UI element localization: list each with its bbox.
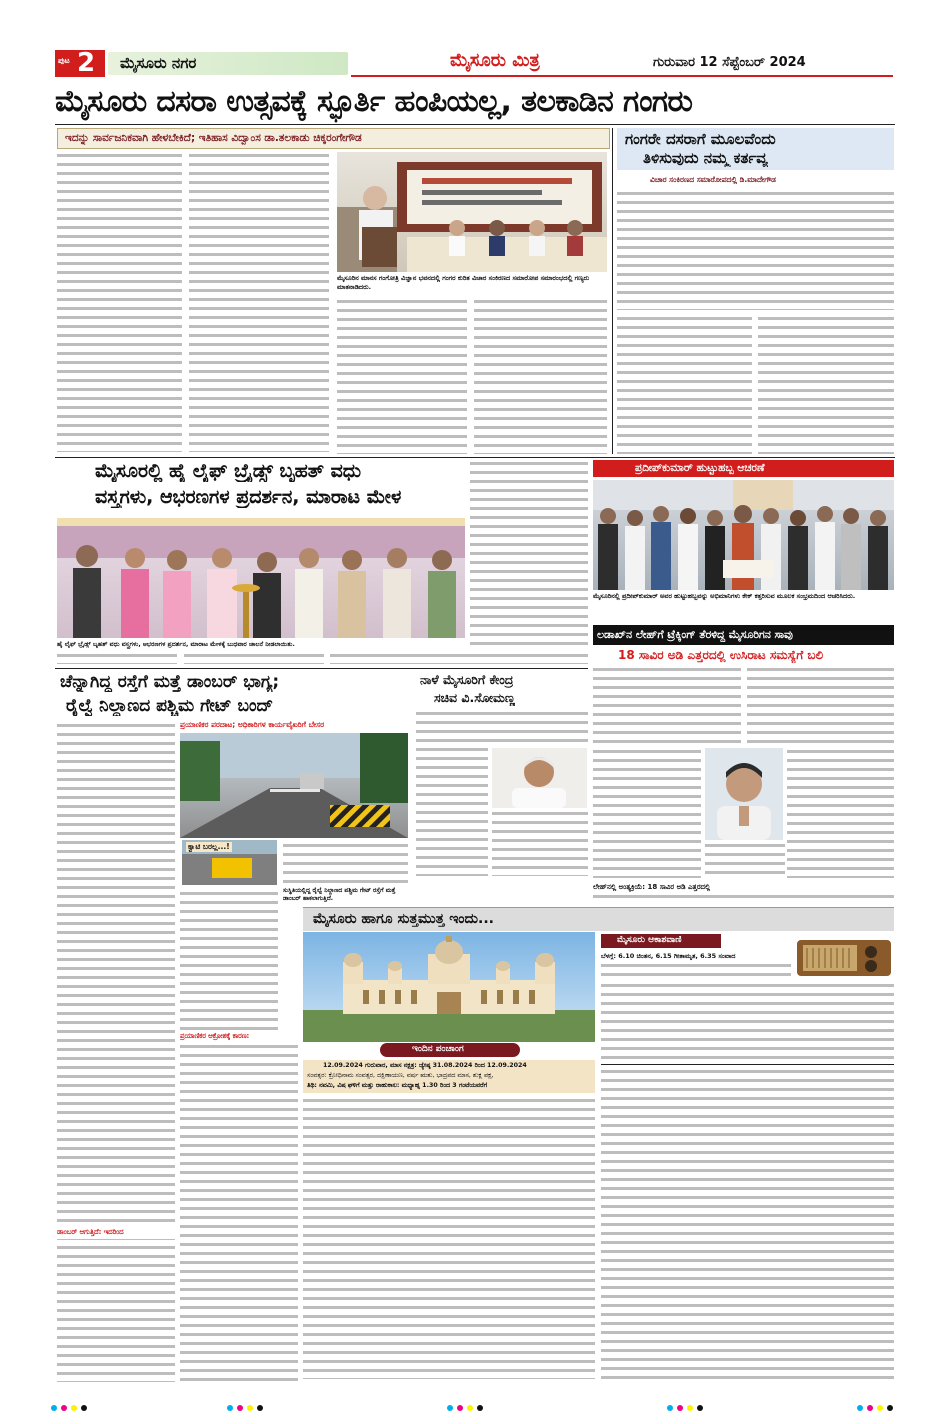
ladakh-body-col-1 [593, 666, 741, 746]
akashavani-title-bar [601, 934, 721, 948]
lead-headline: ಮೈಸೂರು ದಸರಾ ಉತ್ಸವಕ್ಕೆ ಸ್ಫೂರ್ತಿ ಹಂಪಿಯಲ್ಲ, ತಲಕಾಡಿನ ಗಂಗರು [55, 84, 693, 119]
somanna-footer: ಲೇಹ್‌ನಲ್ಲಿ ಅಂತ್ಯಕ್ರಿಯೆ: 18 ಸಾವಿರ ಅಡಿ ಎತ್ತರದಲ್ಲಿ [593, 883, 711, 891]
gate-kicker-2-text: ಡಾಂಬರ್ ಆಗುತ್ತಿದೆ: ಇದರಿಂದ [57, 1228, 124, 1236]
somanna-headline-2: ಸಚಿವ ವಿ.ಸೋಮಣ್ಣ [434, 690, 516, 705]
somanna-body-col-1 [416, 710, 588, 744]
bridal-headline-2: ವಸ್ತ್ರಗಳು, ಆಭರಣಗಳ ಪ್ರದರ್ಶನ, ಮಾರಾಟ ಮೇಳ [95, 486, 402, 508]
akashavani-body [601, 962, 791, 980]
gate-body-col-3 [180, 890, 278, 1030]
lead-photo [337, 152, 607, 272]
events-list-right [601, 1068, 894, 1379]
radio-icon [795, 936, 893, 978]
issue-date: ಗುರುವಾರ 12 ಸೆಪ್ಟೆಂಬರ್ 2024 [653, 55, 806, 70]
ladakh-body-bottom [705, 842, 785, 880]
sidebar-byline: ವಿಚಾರ ಸಂಕಿರಣದ ಸಮಾರೋಪದಲ್ಲಿ ಡಿ.ಮಾದೇಗೌಡ [650, 175, 776, 184]
gate-inset-label: ಕ್ವಾಟಿ ಬರಲ್ಲ...! [188, 842, 230, 851]
today-title: ಮೈಸೂರು ಹಾಗೂ ಸುತ್ತಮುತ್ತ ಇಂದು... [313, 911, 494, 927]
ladakh-body-tail [593, 893, 894, 903]
lead-subhead-box [57, 128, 610, 149]
sidebar-body-top [617, 190, 894, 310]
lead-body-col-1 [57, 152, 182, 452]
sidebar-headline-box [617, 128, 894, 170]
bridal-caption: ಹೈ ಲೈಫ್ ಬ್ರೈಡ್ಸ್ ಬೃಹತ್ ವಧು ವಸ್ತ್ರಗಳು, ಆಭರಣಗಳ ಪ್ರದರ್ಶನ, ಮಾರಾಟ ಮೇಳಕ್ಕೆ ಬುಧವಾರ ಚಾಲನೆ ನೀಡಲಾಯಿತು. [57, 641, 295, 648]
lead-subhead: ಇದನ್ನು ಸಾರ್ವಜನಿಕವಾಗಿ ಹೇಳಬೇಕಿದೆ; ಇತಿಹಾಸ ವಿದ್ವಾಂಸ ಡಾ.ತಲಕಾಡು ಚಿಕ್ಕರಂಗೇಗೌಡ [65, 132, 362, 144]
gate-photo-illustration [180, 733, 408, 838]
akashavani-lead: ಬೆಳಗ್ಗೆ: 6.10 ಚಿಂತನ, 6.15 ಗೀತಾಮೃತ, 6.35 ಸಂವಾದ [601, 952, 736, 960]
column-divider [612, 128, 613, 454]
panchanga-title: ಇಂದಿನ ಪಂಚಾಂಗ [412, 1044, 464, 1054]
registration-marks [50, 1404, 895, 1412]
lead-headline-rule [55, 124, 895, 125]
gate-headline-2: ರೈಲ್ವೆ ನಿಲ್ದಾಣದ ಪಶ್ಚಿಮ ಗೇಟ್ ಬಂದ್ [66, 696, 274, 716]
ladakh-body-col-3 [593, 748, 701, 878]
bridal-body-right [470, 460, 588, 645]
gate-body-col-1 [57, 722, 175, 1382]
bridal-photo-illustration [57, 518, 465, 638]
masthead [55, 50, 893, 77]
events-list-left [303, 1097, 595, 1379]
gate-photo [180, 733, 408, 838]
akashavani-title: ಮೈಸೂರು ಆಕಾಶವಾಣಿ [617, 935, 682, 945]
lead-body-col-2 [189, 152, 329, 452]
bridal-headline-1: ಮೈಸೂರಲ್ಲಿ ಹೈ ಲೈಫ್ ಬ್ರೈಡ್ಸ್ ಬೃಹತ್ ವಧು [95, 460, 362, 482]
gate-subhead: ಪ್ರಯಾಣಿಕರ ಪರದಾಟ; ಅಧಿಕಾರಿಗಳ ಕಾರ್ಯವೈಖರಿಗೆ ಬೇಸರ [180, 720, 325, 729]
ladakh-portrait-illustration [705, 748, 783, 840]
gate-kicker-2 [57, 1228, 175, 1239]
somanna-portrait-illustration [492, 748, 587, 808]
birthday-photo [593, 480, 894, 590]
somanna-portrait [492, 748, 587, 808]
bridal-body-col-2 [184, 652, 324, 664]
radio-illustration [795, 936, 893, 978]
panchanga-line-3: ತಿಥಿ: ನವಮಿ, ವಿಷ ಘಳಿಗೆ ಮತ್ತು ರಾಹುಕಾಲ: ಮಧ್ಯಾಹ್ನ 1.30 ರಿಂದ 3 ಗಂಟೆಯವರೆಗೆ [307, 1082, 488, 1089]
gate-kicker: ಪ್ರಯಾಣಿಕರ ಆಕ್ರೋಶಕ್ಕೆ ಕಾರಣ: [180, 1032, 250, 1040]
ladakh-portrait [705, 748, 783, 840]
somanna-body-col-3 [492, 810, 588, 876]
section-rule-2 [55, 668, 588, 669]
ladakh-body-col-4 [787, 748, 894, 878]
birthday-headline-box [593, 460, 894, 477]
somanna-body-col-2 [416, 746, 488, 876]
page-number-badge [55, 50, 105, 77]
akashavani-rule [601, 1064, 894, 1065]
ladakh-subhead: 18 ಸಾವಿರ ಅಡಿ ಎತ್ತರದಲ್ಲಿ ಉಸಿರಾಟ ಸಮಸ್ಯೆಗೆ ಬಲಿ [618, 648, 824, 662]
palace-illustration [303, 932, 595, 1042]
sidebar-headline-1: ಗಂಗರೇ ದಸರಾಗೆ ಮೂಲವೆಂದು [625, 130, 776, 148]
section-banner [108, 52, 348, 75]
bridal-body-col-3 [330, 652, 588, 664]
gate-caption: ಸುಸ್ಥಿತಿಯಲ್ಲಿದ್ದ ರೈಲ್ವೆ ನಿಲ್ದಾಣದ ಪಶ್ಚಿಮ ಗೇಟ್ ರಸ್ತೆಗೆ ಮತ್ತೆ ಡಾಂಬರ್ ಹಾಕಲಾಗುತ್ತಿದೆ. [283, 887, 396, 902]
section-name: ಮೈಸೂರು ನಗರ [120, 54, 197, 72]
birthday-caption: ಮೈಸೂರಿನಲ್ಲಿ ಪ್ರದೀಪ್‌ಕುಮಾರ್ ಅವರ ಹುಟ್ಟುಹಬ್ಬವನ್ನು ಅಭಿಮಾನಿಗಳು ಕೇಕ್ ಕತ್ತರಿಸುವ ಮೂಲಕ ಸಂಭ್ರಮದಿಂದ ಆಚರಿಸಿದರು. [593, 592, 856, 600]
gate-inset [182, 840, 277, 885]
today-header [303, 907, 894, 931]
somanna-headline-1: ನಾಳೆ ಮೈಸೂರಿಗೆ ಕೇಂದ್ರ [420, 672, 514, 687]
panchanga-box [303, 1060, 595, 1093]
lead-body-col-4 [474, 298, 607, 454]
birthday-headline: ಪ್ರದೀಪ್‌ಕುಮಾರ್ ಹುಟ್ಟುಹಬ್ಬ ಆಚರಣೆ [635, 462, 765, 474]
sidebar-body-col-2 [758, 315, 894, 454]
palace-photo [303, 932, 595, 1042]
bridal-body-col-1 [57, 652, 177, 664]
ladakh-headline: ಲಡಾಖ್‌ನ ಲೇಹ್‌ಗೆ ಟ್ರೆಕ್ಕಿಂಗ್ ತೆರಳಿದ್ದ ಮೈಸೂರಿಗನ ಸಾವು [597, 628, 793, 641]
section-rule-1 [55, 457, 895, 458]
registration-dots [50, 1404, 895, 1412]
bridal-photo [57, 518, 465, 638]
sidebar-body-col-1 [617, 315, 752, 454]
panchanga-line-2: ಸಂವತ್ಸರ: ಕ್ರೋಧಿನಾಮ ಸಂವತ್ಸರ, ದಕ್ಷಿಣಾಯಣ, ವರ್ಷ ಋತು, ಭಾದ್ರಪದ ಮಾಸ, ಶುಕ್ಲ ಪಕ್ಷ, [307, 1072, 494, 1079]
somanna-body-bottom [416, 878, 588, 882]
gate-body-col-2 [283, 842, 408, 887]
birthday-photo-illustration [593, 480, 894, 590]
panchanga-line-1: 12.09.2024 ಗುರುವಾರ, ಮಾಸ ನಕ್ಷತ್ರ: ಜ್ಯೇಷ್ಠ 31.08.2024 ರಿಂದ 12.09.2024 [323, 1062, 527, 1069]
sidebar-headline-2: ತಿಳಿಸುವುದು ನಮ್ಮ ಕರ್ತವ್ಯ [643, 149, 768, 167]
akashavani-body-full [601, 982, 894, 1062]
gate-headline-1: ಚೆನ್ನಾಗಿದ್ದ ರಸ್ತೆಗೆ ಮತ್ತೆ ಡಾಂಬರ್ ಭಾಗ್ಯ; [60, 672, 280, 692]
masthead-underline [351, 75, 893, 77]
panchanga-title-bar [380, 1043, 520, 1057]
gate-body-col-4 [180, 1043, 298, 1383]
page-label: ಪುಟ [58, 56, 70, 65]
lead-photo-caption: ಮೈಸೂರಿನ ಮಾನಸ ಗಂಗೋತ್ರಿ ವಿಜ್ಞಾನ ಭವನದಲ್ಲಿ ಗಂಗರ ಕುರಿತ ವಿಚಾರ ಸಂಕಿರಣದ ಸಮಾರೋಪ ಸಮಾರಂಭದಲ್ಲಿ ಗಣ್ಯರು ಮಾತನಾಡಿದರು. [337, 274, 590, 291]
paper-name: ಮೈಸೂರು ಮಿತ್ರ [450, 50, 540, 71]
ladakh-headline-box [593, 625, 894, 645]
lead-photo-illustration [337, 152, 607, 272]
page-number: 2 [77, 48, 96, 78]
lead-body-col-3 [337, 298, 467, 454]
ladakh-body-col-2 [747, 666, 894, 746]
